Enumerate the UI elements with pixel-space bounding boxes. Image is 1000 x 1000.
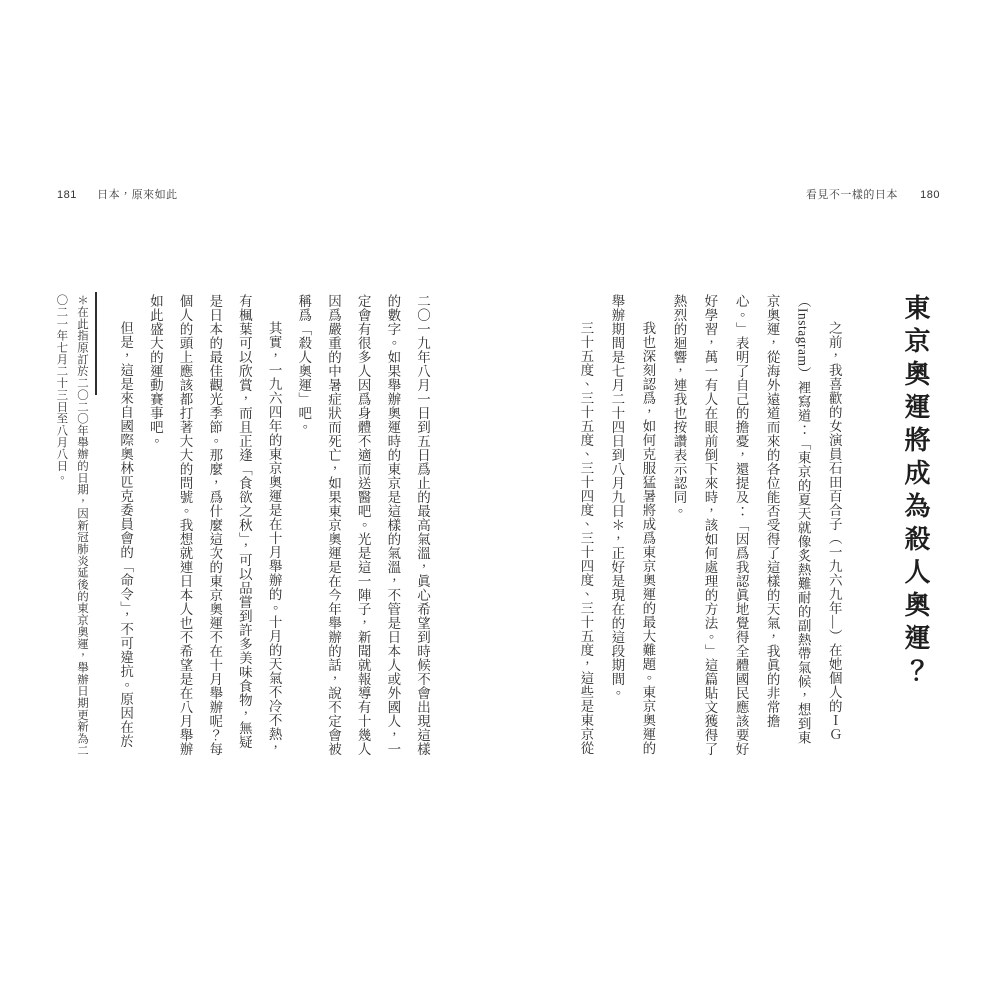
page-right-text [570,294,935,757]
page-left-text [110,294,437,757]
running-title-right: 看見不一樣的日本 [805,189,898,201]
paragraph-left-1: 二〇一九年八月一日到五日爲止的最高氣溫，眞心希望到時候不會出現這樣的數字。如果舉辦奧運時的東京是這樣的氣溫，不管是日本人或外國人，一定會有很多人因爲身體不適而送醫吧。光是這一陣子，新聞就報導有十幾人因爲嚴重的中暑症狀而死亡，如果東京奧運是在今年舉辦的話，說不定會被稱爲「殺人奧運」吧。 [296,294,430,756]
running-head-right [806,186,940,202]
paragraph-left-2: 其實，一九六四年的東京奧運是在十月舉辦的。十月的天氣不冷不熱，有楓葉可以欣賞，而且正逢「食欲之秋」，可以品嘗到許多美味食物，無疑是日本的最佳觀光季節。那麼，爲什麼這次的東京奧運不在十月舉辦呢？每個人的頭上應該都打著大大的問號。我想就連日本人也不希望是在八月舉辦如此盛大的運動賽事吧。 [147,294,282,756]
paragraph-right-1: 之前，我喜歡的女演員石田百合子（一九六九年—）在她個人的ＩＧ（Instagram）裡寫道：「東京的夏天就像炙熱難耐的副熱帶氣候，想到東京奧運，從海外遠道而來的各位能否受得了這樣的天氣，我眞的非常擔心。」表明了自己的擔憂，還提及：「因爲我認眞地覺得全體國民應該要好好學習，萬一有人在眼前倒下來時，該如何處理的方法。」這篇貼文獲得了熱烈的迴響，連我也按讚表示認同。 [671,294,842,756]
page-number-right: 180 [920,189,940,201]
page-number-left: 181 [57,189,77,201]
paragraph-left-3: 但是，這是來自國際奧林匹克委員會的「命令」，不可違抗。原因在於 [118,321,134,749]
footnote-text: ＊在此指原訂於二〇二〇年舉辦的日期，因新冠肺炎延後的東京奧運，舉辦日期更新為二〇二一年七月二十三日至八月八日。 [55,294,88,757]
footnote [51,294,92,757]
footnote-divider [95,292,97,395]
running-head-left [57,186,178,202]
article-title: 東京奧運將成為殺人奧運？ [901,294,930,690]
paragraph-right-3: 三十五度、三十五度、三十四度、三十四度、三十五度，這些是東京從 [578,321,594,755]
paragraph-right-2: 我也深刻認爲，如何克服猛暑將成爲東京奧運的最大難題。東京奧運的舉辦期間是七月二十四日到八月九日＊，正好是現在的這段期間。 [609,294,656,755]
running-title-left: 日本，原來如此 [97,189,178,201]
